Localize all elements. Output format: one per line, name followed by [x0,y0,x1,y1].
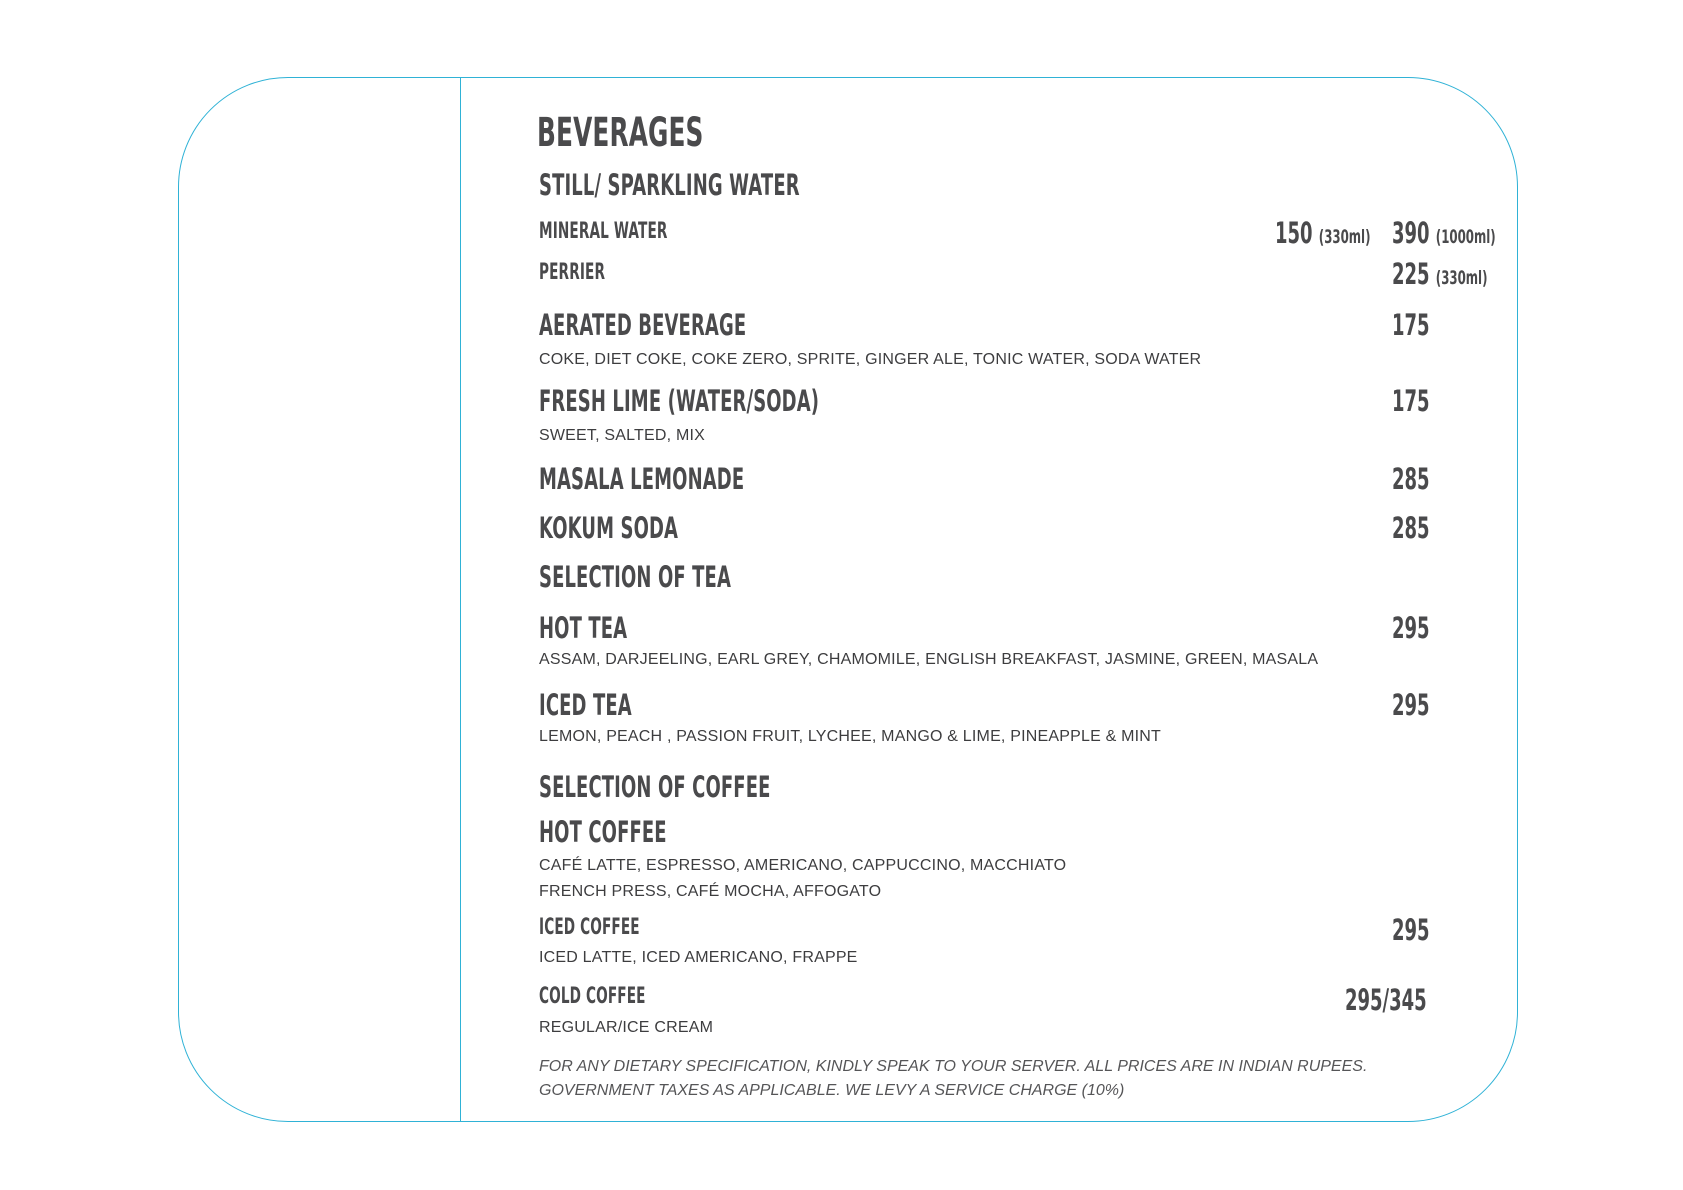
item-desc-hot-tea: ASSAM, DARJEELING, EARL GREY, CHAMOMILE, ENGLISH BREAKFAST, JASMINE, GREEN, MASALA [539,651,1319,668]
item-price-masala-lemonade: 285 [1392,462,1430,496]
item-desc-hot-coffee-line2: FRENCH PRESS, CAFÉ MOCHA, AFFOGATO [539,883,882,900]
item-price-mineral-330: 150 (330ml) [1275,216,1371,250]
item-desc-iced-tea: LEMON, PEACH , PASSION FRUIT, LYCHEE, MANGO & LIME, PINEAPPLE & MINT [539,728,1162,745]
item-name-cold-coffee: COLD COFFEE [539,984,646,1009]
item-name-mineral-water: MINERAL WATER [539,219,668,244]
item-price-fresh-lime: 175 [1392,384,1430,418]
item-name-hot-tea: HOT TEA [539,611,628,645]
footer-note: FOR ANY DIETARY SPECIFICATION, KINDLY SPEAK TO YOUR SERVER. ALL PRICES ARE IN INDIAN RUPEES. GOVERNMENT TAXES AS APPLICABLE. WE LEVY A SERVICE CHARGE (10%) [539,1058,1368,1099]
item-name-iced-coffee: ICED COFFEE [539,915,640,940]
item-price-aerated: 175 [1392,308,1430,342]
item-price-hot-tea: 295 [1392,611,1430,645]
section-heading-water: STILL/ SPARKLING WATER [539,168,800,202]
item-name-masala-lemonade: MASALA LEMONADE [539,462,745,496]
page-title: BEVERAGES [537,110,704,156]
section-heading-coffee: SELECTION OF COFFEE [539,770,771,804]
item-desc-aerated: COKE, DIET COKE, COKE ZERO, SPRITE, GINGER ALE, TONIC WATER, SODA WATER [539,351,1202,368]
item-desc-hot-coffee-line1: CAFÉ LATTE, ESPRESSO, AMERICANO, CAPPUCCINO, MACCHIATO [539,857,1067,874]
item-price-cold-coffee: 295/345 [1345,983,1427,1017]
item-name-fresh-lime: FRESH LIME (WATER/SODA) [539,384,820,418]
item-desc-iced-coffee: ICED LATTE, ICED AMERICANO, FRAPPE [539,949,858,966]
item-name-aerated: AERATED BEVERAGE [539,308,747,342]
item-name-hot-coffee: HOT COFFEE [539,815,667,849]
item-desc-fresh-lime: SWEET, SALTED, MIX [539,427,705,444]
item-name-iced-tea: ICED TEA [539,688,632,722]
item-price-mineral-1000: 390 (1000ml) [1392,216,1496,250]
item-desc-cold-coffee: REGULAR/ICE CREAM [539,1019,714,1036]
menu-divider [460,77,461,1122]
item-price-perrier: 225 (330ml) [1392,257,1488,291]
section-heading-tea: SELECTION OF TEA [539,560,731,594]
item-price-kokum-soda: 285 [1392,511,1430,545]
item-name-perrier: PERRIER [539,260,606,285]
item-price-iced-tea: 295 [1392,688,1430,722]
item-name-kokum-soda: KOKUM SODA [539,511,679,545]
item-price-iced-coffee: 295 [1392,913,1430,947]
